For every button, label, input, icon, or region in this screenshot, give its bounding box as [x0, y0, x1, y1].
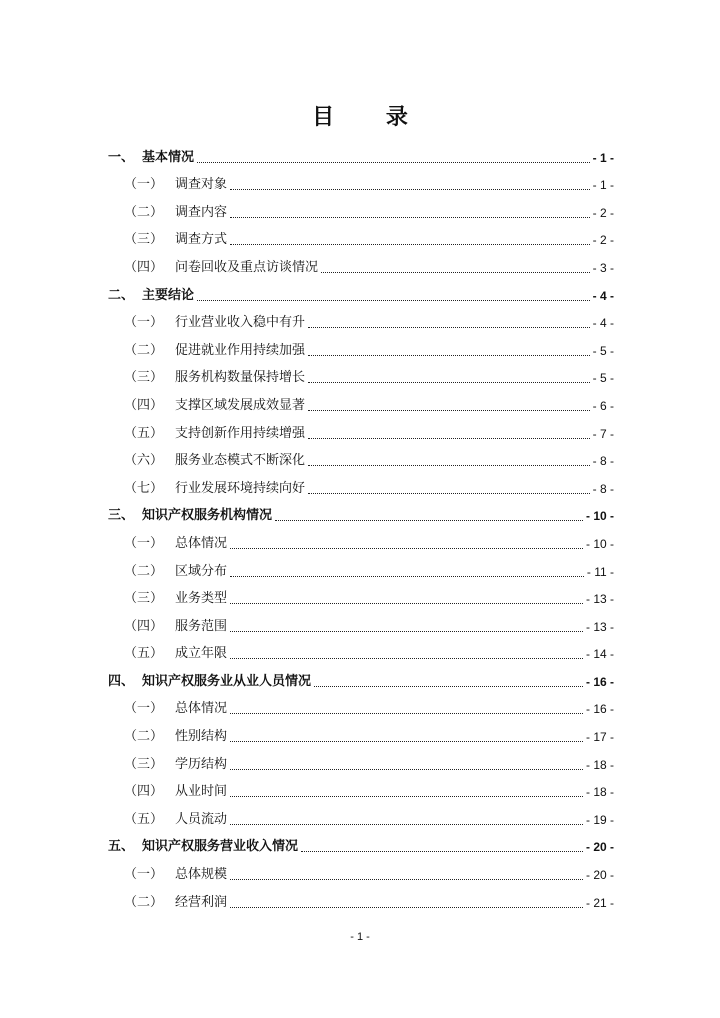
toc-subsection-entry[interactable] [108, 607, 614, 635]
toc-entry-page-number: - 7 - [592, 426, 614, 441]
toc-entry-number: 四、 [108, 673, 135, 689]
toc-entry-number: （一） [124, 315, 164, 331]
toc-subsection-entry[interactable] [108, 690, 614, 718]
toc-subsection-entry[interactable] [108, 773, 614, 801]
toc-subsection-entry[interactable] [108, 359, 614, 387]
toc-entry-page-number: - 8 - [592, 481, 614, 496]
toc-entry-number: （三） [124, 591, 164, 607]
toc-dot-leader [230, 188, 590, 190]
toc-section-entry[interactable] [108, 497, 614, 525]
toc-entry-label: 知识产权服务机构情况 [142, 508, 273, 524]
toc-subsection-entry[interactable] [108, 635, 614, 663]
toc-entry-number: （七） [124, 480, 164, 496]
toc-entry-page-number: - 11 - [586, 564, 614, 579]
toc-entry-number: （一） [124, 535, 164, 551]
toc-entry-page-number: - 16 - [585, 674, 614, 689]
toc-dot-leader [275, 519, 583, 521]
toc-dot-leader [230, 243, 590, 245]
toc-entry-label: 基本情况 [142, 149, 195, 165]
toc-subsection-entry[interactable] [108, 166, 614, 194]
toc-entry-number: （三） [124, 232, 164, 248]
toc-dot-leader [230, 547, 583, 549]
toc-dot-leader [230, 712, 583, 714]
toc-entry-page-number: - 4 - [592, 288, 614, 303]
toc-entry-number: （一） [124, 177, 164, 193]
toc-dot-leader [230, 768, 583, 770]
toc-entry-label: 人员流动 [175, 811, 228, 827]
toc-entry-page-number: - 18 - [585, 757, 614, 772]
toc-entry-number: （四） [124, 397, 164, 413]
toc-entry-number: （三） [124, 370, 164, 386]
toc-subsection-entry[interactable] [108, 883, 614, 911]
toc-dot-leader [197, 299, 590, 301]
toc-entry-page-number: - 20 - [585, 868, 614, 883]
toc-entry-page-number: - 13 - [585, 619, 614, 634]
toc-entry-label: 行业营业收入稳中有升 [175, 315, 306, 331]
toc-section-entry[interactable] [108, 138, 614, 166]
toc-entry-label: 性别结构 [175, 729, 228, 745]
toc-entry-page-number: - 18 - [585, 785, 614, 800]
toc-entry-number: （二） [124, 563, 164, 579]
toc-entry-page-number: - 1 - [592, 178, 614, 193]
toc-entry-page-number: - 16 - [585, 702, 614, 717]
toc-entry-page-number: - 6 - [592, 398, 614, 413]
toc-dot-leader [308, 381, 590, 383]
toc-entry-number: （三） [124, 756, 164, 772]
toc-entry-number: （一） [124, 867, 164, 883]
toc-section-entry[interactable] [108, 662, 614, 690]
page-footer-number: - 1 - [350, 931, 370, 943]
toc-entry-label: 支撑区域发展成效显著 [175, 397, 306, 413]
toc-subsection-entry[interactable] [108, 248, 614, 276]
toc-entry-page-number: - 3 - [592, 260, 614, 275]
toc-entry-number: 一、 [108, 149, 135, 165]
toc-section-entry[interactable] [108, 828, 614, 856]
toc-entry-label: 学历结构 [175, 756, 228, 772]
toc-entry-label: 知识产权服务业从业人员情况 [142, 673, 312, 689]
toc-title: 目 录 [312, 104, 430, 130]
toc-dot-leader [230, 575, 584, 577]
toc-entry-label: 成立年限 [175, 646, 228, 662]
toc-entry-label: 支持创新作用持续增强 [175, 425, 306, 441]
toc-subsection-entry[interactable] [108, 717, 614, 745]
toc-entry-page-number: - 5 - [592, 371, 614, 386]
toc-entry-label: 知识产权服务营业收入情况 [142, 839, 299, 855]
toc-dot-leader [308, 326, 590, 328]
toc-subsection-entry[interactable] [108, 304, 614, 332]
toc-entry-label: 总体情况 [175, 701, 228, 717]
toc-entry-number: （四） [124, 784, 164, 800]
toc-dot-leader [230, 657, 583, 659]
toc-entry-number: （二） [124, 894, 164, 910]
toc-entry-page-number: - 4 - [592, 316, 614, 331]
toc-subsection-entry[interactable] [108, 552, 614, 580]
toc-entry-page-number: - 13 - [585, 592, 614, 607]
toc-entry-page-number: - 5 - [592, 343, 614, 358]
toc-entry-page-number: - 2 - [592, 233, 614, 248]
toc-entry-page-number: - 17 - [585, 730, 614, 745]
toc-subsection-entry[interactable] [108, 386, 614, 414]
toc-entry-page-number: - 8 - [592, 454, 614, 469]
toc-entry-number: （五） [124, 646, 164, 662]
toc-entry-label: 服务机构数量保持增长 [175, 370, 306, 386]
toc-subsection-entry[interactable] [108, 580, 614, 608]
toc-dot-leader [314, 685, 583, 687]
toc-subsection-entry[interactable] [108, 855, 614, 883]
toc-entry-page-number: - 2 - [592, 205, 614, 220]
toc-subsection-entry[interactable] [108, 800, 614, 828]
toc-dot-leader [230, 795, 583, 797]
toc-dot-leader [301, 850, 583, 852]
table-of-contents [108, 138, 614, 911]
toc-dot-leader [321, 271, 590, 273]
toc-entry-page-number: - 14 - [585, 647, 614, 662]
toc-dot-leader [230, 630, 583, 632]
toc-entry-number: （一） [124, 701, 164, 717]
toc-dot-leader [197, 161, 590, 163]
toc-subsection-entry[interactable] [108, 414, 614, 442]
toc-subsection-entry[interactable] [108, 745, 614, 773]
toc-entry-number: 二、 [108, 287, 135, 303]
toc-entry-label: 服务业态模式不断深化 [175, 453, 306, 469]
toc-entry-number: （四） [124, 618, 164, 634]
toc-entry-number: （二） [124, 729, 164, 745]
toc-dot-leader [308, 464, 590, 466]
toc-dot-leader [230, 740, 583, 742]
toc-subsection-entry[interactable] [108, 442, 614, 470]
toc-entry-number: （二） [124, 342, 164, 358]
toc-subsection-entry[interactable] [108, 331, 614, 359]
toc-subsection-entry[interactable] [108, 524, 614, 552]
toc-entry-label: 总体情况 [175, 535, 228, 551]
toc-entry-label: 促进就业作用持续加强 [175, 342, 306, 358]
toc-entry-label: 区域分布 [175, 563, 228, 579]
toc-dot-leader [308, 492, 590, 494]
toc-section-entry[interactable] [108, 276, 614, 304]
toc-entry-number: 三、 [108, 508, 135, 524]
toc-entry-label: 业务类型 [175, 591, 228, 607]
toc-dot-leader [308, 354, 590, 356]
toc-entry-label: 从业时间 [175, 784, 228, 800]
toc-entry-label: 调查对象 [175, 177, 228, 193]
toc-dot-leader [308, 409, 590, 411]
toc-entry-label: 行业发展环境持续向好 [175, 480, 306, 496]
toc-subsection-entry[interactable] [108, 221, 614, 249]
toc-entry-number: （五） [124, 811, 164, 827]
toc-dot-leader [230, 906, 583, 908]
toc-entry-page-number: - 10 - [585, 509, 614, 524]
toc-entry-page-number: - 1 - [592, 150, 614, 165]
toc-entry-page-number: - 10 - [585, 536, 614, 551]
toc-entry-label: 总体规模 [175, 867, 228, 883]
toc-entry-label: 问卷回收及重点访谈情况 [175, 259, 319, 275]
toc-entry-number: （二） [124, 204, 164, 220]
toc-entry-page-number: - 20 - [585, 840, 614, 855]
toc-entry-page-number: - 19 - [585, 812, 614, 827]
toc-entry-label: 经营利润 [175, 894, 228, 910]
toc-entry-label: 服务范围 [175, 618, 228, 634]
toc-entry-page-number: - 21 - [585, 895, 614, 910]
toc-entry-label: 主要结论 [142, 287, 195, 303]
toc-subsection-entry[interactable] [108, 469, 614, 497]
toc-dot-leader [230, 602, 583, 604]
toc-dot-leader [230, 216, 590, 218]
toc-entry-label: 调查方式 [175, 232, 228, 248]
toc-entry-number: （五） [124, 425, 164, 441]
toc-entry-number: （六） [124, 453, 164, 469]
toc-dot-leader [230, 878, 583, 880]
toc-entry-number: 五、 [108, 839, 135, 855]
toc-entry-label: 调查内容 [175, 204, 228, 220]
toc-dot-leader [230, 823, 583, 825]
toc-subsection-entry[interactable] [108, 193, 614, 221]
toc-dot-leader [308, 437, 590, 439]
toc-entry-number: （四） [124, 259, 164, 275]
